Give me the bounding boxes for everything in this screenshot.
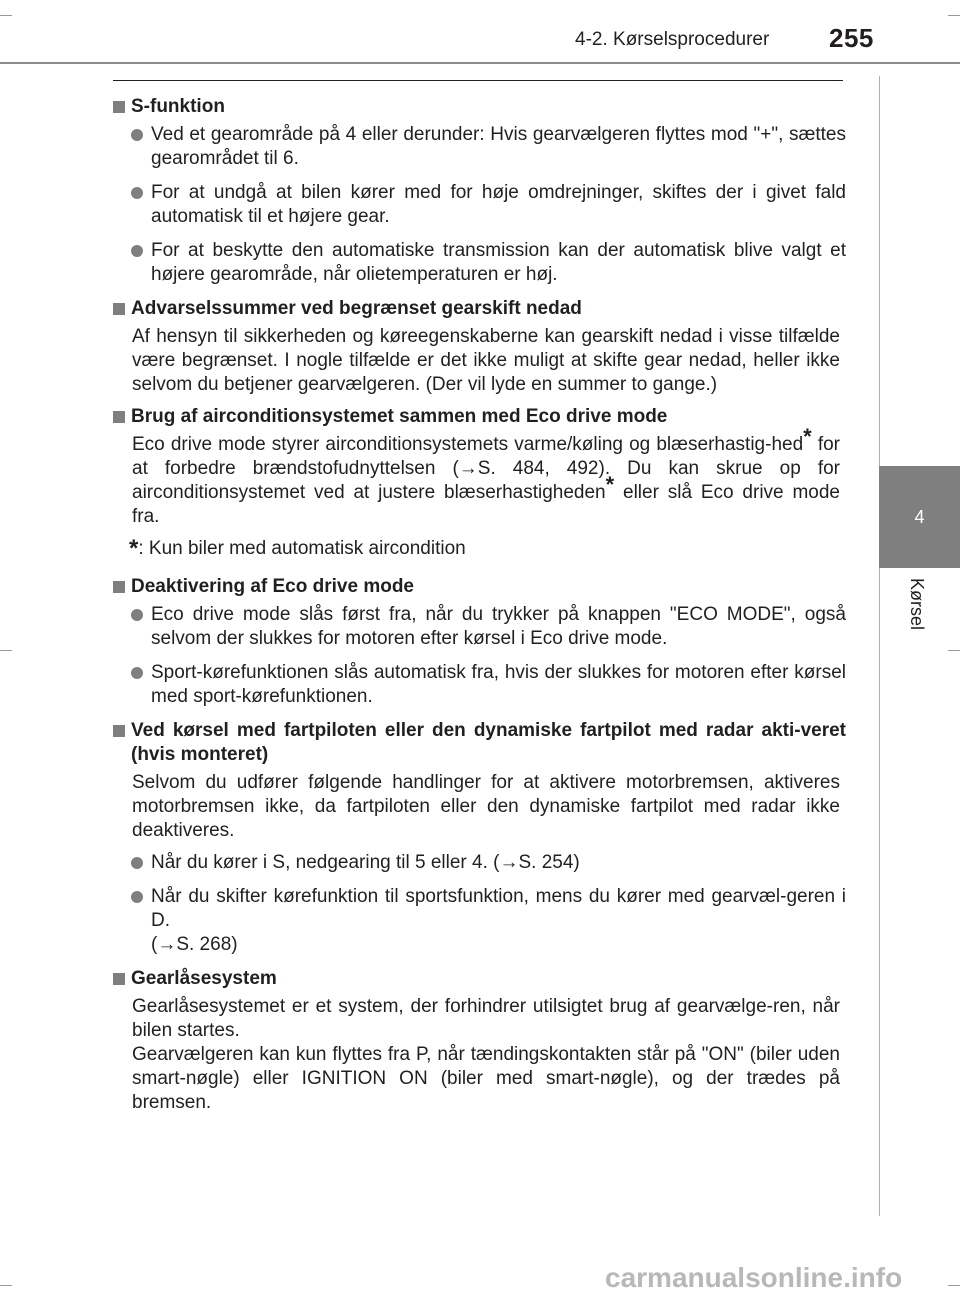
footnote-text: : Kun biler med automatisk aircondition xyxy=(138,538,466,559)
content-top-rule xyxy=(113,80,843,81)
bullet-text: Sport-kørefunktionen slås automatisk fra, hvis der slukkes for motoren efter kørsel med sport-kørefunktionen. xyxy=(151,662,846,707)
header-divider xyxy=(0,62,960,64)
paragraph-text: for at forbedre brændstofudnyttelsen (→S. 484, 492). Du kan skrue op for airconditionsystemet ved at justere blæserhastigheden xyxy=(132,434,841,503)
heading-text: Advarselssummer ved begrænset gearskift nedad xyxy=(131,298,582,319)
page-header xyxy=(0,0,960,62)
list-item xyxy=(113,603,846,651)
paragraph: Gearvælgeren kan kun flyttes fra P, når tændingskontakten står på "ON" (biler uden smart-nøgle) eller IGNITION ON (biler med smart-nøgle), og der trædes på bremsen. xyxy=(132,1044,840,1113)
section-heading xyxy=(113,297,846,321)
square-bullet-icon xyxy=(113,581,125,593)
paragraph: Af hensyn til sikkerheden og køreegenskaberne kan gearskift nedad i visse tilfælde være begrænset. I nogle tilfælde er det ikke muligt at skifte gear nedad, heller ikke selvom du betjener gearvælgeren. (Der vil lyde en summer to gange.) xyxy=(132,326,840,395)
bullet-text: Ved et gearområde på 4 eller derunder: Hvis gearvælgeren flyttes mod "+", sættes gearområdet til 6. xyxy=(151,124,846,169)
circle-bullet-icon xyxy=(131,667,143,679)
circle-bullet-icon xyxy=(131,187,143,199)
paragraph-text: Eco drive mode styrer airconditionsystemets varme/køling og blæserhastig-hed xyxy=(132,434,804,455)
square-bullet-icon xyxy=(113,725,125,737)
circle-bullet-icon xyxy=(131,857,143,869)
square-bullet-icon xyxy=(113,411,125,423)
heading-text: S-funktion xyxy=(131,96,225,117)
footnote xyxy=(113,537,846,561)
bullet-text: For at undgå at bilen kører med for høje omdrejninger, skiftes der i givet fald automatisk til et højere gear. xyxy=(151,182,846,227)
page-number: 255 xyxy=(829,23,874,53)
heading-text: Ved kørsel med fartpiloten eller den dynamiske fartpilot med radar akti-veret (hvis monteret) xyxy=(131,720,846,765)
crop-mark xyxy=(948,15,960,16)
paragraph-text: eller slå Eco drive mode fra. xyxy=(132,482,840,527)
cross-reference: (→S. 268) xyxy=(151,934,238,955)
crop-mark xyxy=(0,1285,12,1286)
circle-bullet-icon xyxy=(131,129,143,141)
section-heading xyxy=(113,575,846,599)
crop-mark xyxy=(948,650,960,651)
bullet-text: For at beskytte den automatiske transmission kan der automatisk blive valgt et højere gearområde, når olietemperaturen er høj. xyxy=(151,240,846,285)
header-section-title: 4-2. Kørselsprocedurer xyxy=(575,29,770,50)
list-item xyxy=(113,661,846,709)
chapter-label: Kørsel xyxy=(907,578,927,631)
section-heading xyxy=(113,967,846,991)
bullet-text: Når du kører i S, nedgearing til 5 eller 4. (→S. 254) xyxy=(151,852,580,873)
footnote-marker: * xyxy=(129,535,139,562)
section-heading xyxy=(113,405,846,429)
section-heading xyxy=(113,719,846,767)
list-item xyxy=(113,851,846,875)
list-item xyxy=(113,239,846,287)
bullet-text: Når du skifter kørefunktion til sportsfunktion, mens du kører med gearvæl-geren i D. xyxy=(151,886,846,931)
footnote-marker: * xyxy=(605,472,615,497)
paragraph: Selvom du udfører følgende handlinger for at aktivere motorbremsen, aktiveres motorbremsen ikke, da fartpiloten eller den dynamiske fartpilot med radar ikke deaktiveres. xyxy=(132,772,840,841)
watermark-text: carmanualsonline.info xyxy=(605,1262,903,1293)
crop-mark xyxy=(0,15,12,16)
footnote-marker: * xyxy=(803,424,812,449)
square-bullet-icon xyxy=(113,101,125,113)
page-body xyxy=(113,88,846,1123)
heading-text: Brug af airconditionsystemet sammen med Eco drive mode xyxy=(131,406,668,427)
section-heading xyxy=(113,95,846,119)
paragraph: Gearlåsesystemet er et system, der forhindrer utilsigtet brug af gearvælge-ren, når bilen startes. xyxy=(132,996,840,1041)
chapter-number: 4 xyxy=(914,507,925,527)
square-bullet-icon xyxy=(113,303,125,315)
circle-bullet-icon xyxy=(131,245,143,257)
paragraph xyxy=(113,424,846,529)
circle-bullet-icon xyxy=(131,891,143,903)
chapter-tab xyxy=(879,466,960,568)
heading-text: Gearlåsesystem xyxy=(131,968,277,989)
circle-bullet-icon xyxy=(131,609,143,621)
bullet-text: Eco drive mode slås først fra, når du trykker på knappen "ECO MODE", også selvom der slukkes for motoren efter kørsel i Eco drive mode. xyxy=(151,604,846,649)
list-item xyxy=(113,885,846,957)
list-item xyxy=(113,181,846,229)
crop-mark xyxy=(948,1285,960,1286)
list-item xyxy=(113,123,846,171)
crop-mark xyxy=(0,650,12,651)
square-bullet-icon xyxy=(113,973,125,985)
heading-text: Deaktivering af Eco drive mode xyxy=(131,576,414,597)
